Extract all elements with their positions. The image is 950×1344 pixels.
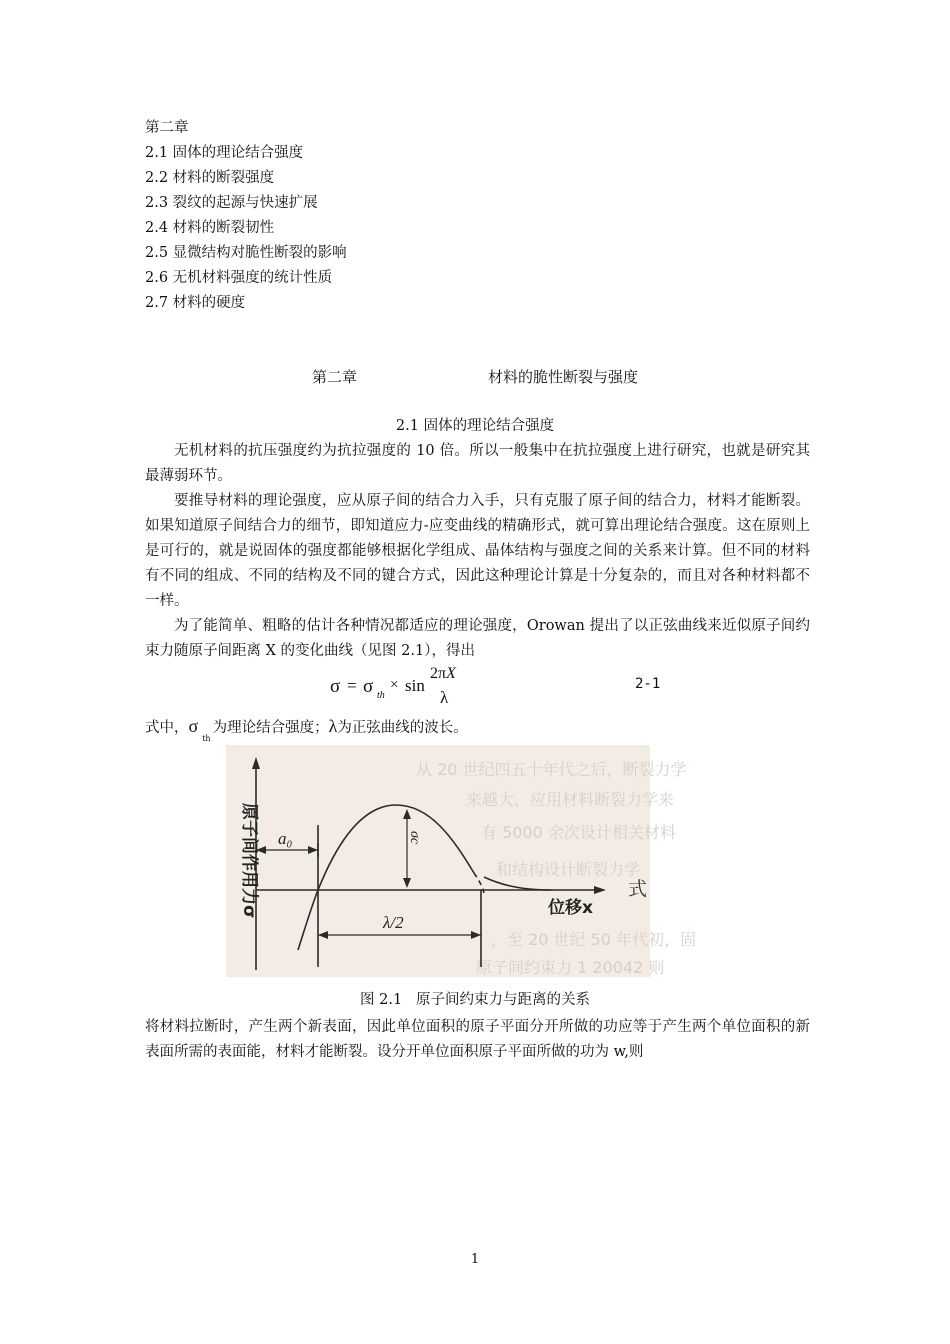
equation-subscript: th xyxy=(377,690,385,701)
equation-sin: sin xyxy=(405,676,425,695)
figure-side-text: 式 xyxy=(628,878,648,900)
arrowhead xyxy=(308,846,318,854)
force-displacement-diagram xyxy=(226,745,697,977)
equation-sigma-th: σ xyxy=(363,676,374,697)
arrowhead xyxy=(403,878,411,888)
toc-item: 2.5 显微结构对脆性断裂的影响 xyxy=(145,245,347,261)
x-axis-arrow xyxy=(594,886,606,894)
toc-item: 2.1 固体的理论结合强度 xyxy=(145,145,304,161)
arrowhead xyxy=(318,931,328,939)
symbol-definition: 式中，$\sigma_{th}$为理论结合强度；λ为正弦曲线的波长。 xyxy=(145,716,468,743)
toc-item: 2.6 无机材料强度的统计性质 xyxy=(145,270,333,286)
y-axis-arrow xyxy=(252,757,260,769)
half-lambda-label: λ/2 xyxy=(383,913,404,932)
arrowhead xyxy=(471,931,481,939)
table-of-contents xyxy=(145,116,347,316)
paragraph: 为了能简单、粗略的估计各种情况都适应的理论强度，Orowan 提出了以正弦曲线来近似原子间约束力随原子间距离 X 的变化曲线（见图 2.1），得出 xyxy=(145,618,810,659)
toc-item: 2.7 材料的硬度 xyxy=(145,295,246,311)
figure-2-1 xyxy=(226,745,697,977)
equation xyxy=(330,665,480,712)
equation-denominator: λ xyxy=(440,688,449,707)
toc-item: 2.3 裂纹的起源与快速扩展 xyxy=(145,195,318,211)
equation-equals: = xyxy=(347,676,357,695)
paragraph: 无机材料的抗压强度约为抗拉强度的 10 倍。所以一般集中在抗拉强度上进行研究，也就是研究其最薄弱环节。 xyxy=(145,443,810,484)
figure-caption: 图 2.1 原子间约束力与距离的关系 xyxy=(360,992,590,1008)
chapter-title: 第二章 材料的脆性断裂与强度 xyxy=(311,368,639,386)
equation-number: 2-1 xyxy=(635,676,661,692)
bleed-text: ，至 20 世纪 50 年代初，固 xyxy=(491,930,697,949)
toc-item: 第二章 xyxy=(145,120,189,136)
toc-item: 2.4 材料的断裂韧性 xyxy=(145,220,275,236)
bleed-text: 来越大，应用材料断裂力学来 xyxy=(466,790,675,809)
paragraph: 将材料拉断时，产生两个新表面，因此单位面积的原子平面分开所做的功应等于产生两个单位面积的新表面所需的表面能，材料才能断裂。设分开单位面积原子平面所做的功为 w,则 xyxy=(145,1019,810,1060)
y-axis-label: 原子间作用力σ xyxy=(239,803,259,919)
paragraph: 要推导材料的理论强度，应从原子间的结合力入手，只有克服了原子间的结合力，材料才能断裂。如果知道原子间结合力的细节，即知道应力-应变曲线的精确形式，就可算出理论结合强度。这在原则上是可行的，就是说固体的强度都能够根据化学组成、晶体结构与强度之间的关系来计算。但不同的材料有不同的组成、不同的结构及不同的键合方式，因此这种理论计算是十分复杂的，而且对各种材料都不一样。 xyxy=(145,493,810,609)
arrowhead xyxy=(403,809,411,819)
bleed-text: 有 5000 余次设计相关材料 xyxy=(481,823,676,842)
x-axis-label: 位移x xyxy=(548,898,593,918)
sigma-c-label: σc xyxy=(407,831,422,845)
sigma-symbol: σ xyxy=(188,716,199,736)
toc-item: 2.2 材料的断裂强度 xyxy=(145,170,275,186)
a0-label: a₀ xyxy=(278,829,293,848)
equation-sigma: σ xyxy=(330,676,341,697)
bleed-text: 和结构设计断裂力学 xyxy=(496,860,641,879)
equation-numerator: 2πX xyxy=(430,665,456,682)
bleed-text: 从 20 世纪四五十年代之后，断裂力学 xyxy=(416,760,687,779)
equation-times: × xyxy=(390,677,399,693)
page-number: 1 xyxy=(470,1252,480,1267)
bleed-text: 原子间约束力 1 20042 则 xyxy=(476,958,665,977)
lambda-symbol: λ xyxy=(328,716,338,736)
section-title: 2.1 固体的理论结合强度 xyxy=(395,418,555,434)
